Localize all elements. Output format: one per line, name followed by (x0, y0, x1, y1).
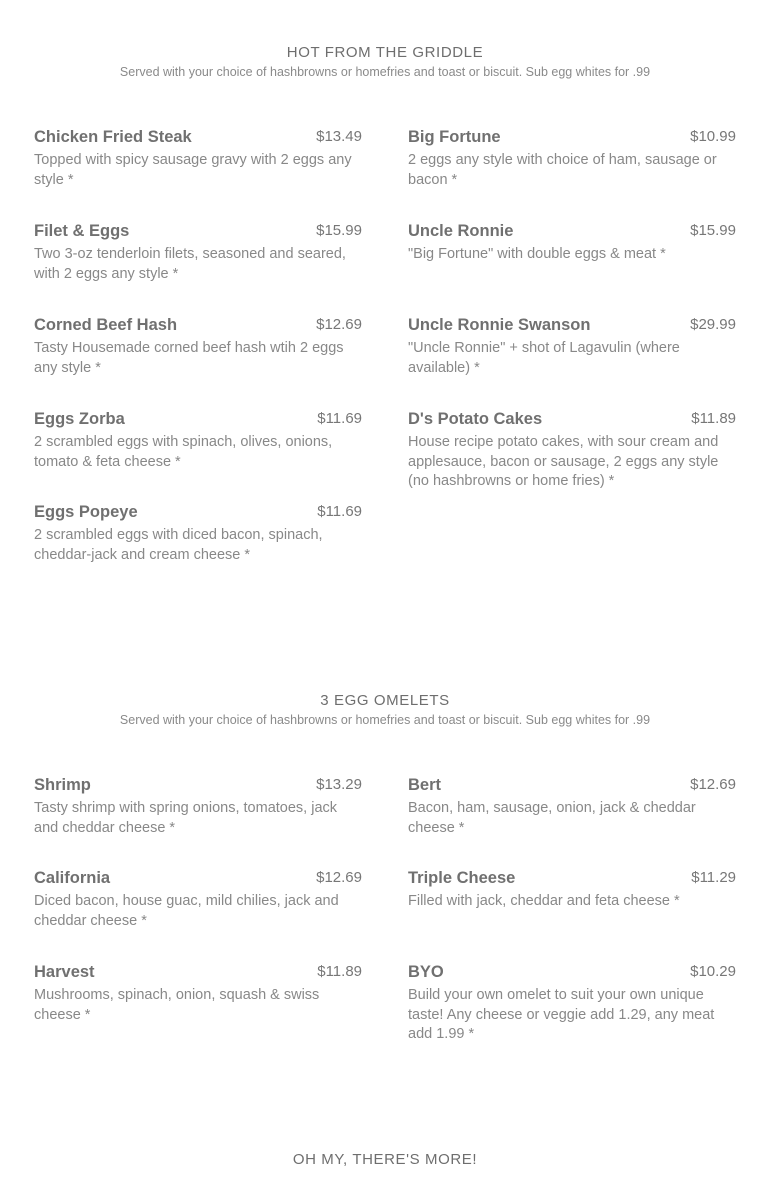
menu-column-left (34, 127, 362, 565)
item-name: Eggs Popeye (34, 503, 138, 521)
menu-grid-griddle (34, 127, 736, 565)
item-name: Big Fortune (408, 128, 501, 146)
menu-item (408, 127, 736, 221)
item-description: Two 3-oz tenderloin filets, seasoned and seared, with 2 eggs any style * (34, 246, 346, 282)
item-price: $13.29 (316, 776, 362, 793)
item-description: Topped with spicy sausage gravy with 2 eggs any style * (34, 152, 352, 188)
menu-item (408, 868, 736, 962)
item-price: $12.69 (316, 869, 362, 886)
item-description: Mushrooms, spinach, onion, squash & swiss cheese * (34, 987, 320, 1023)
item-name: Harvest (34, 963, 95, 981)
menu-item (34, 775, 362, 868)
menu-item (34, 962, 362, 1025)
item-description: 2 eggs any style with choice of ham, sausage or bacon * (408, 152, 717, 188)
item-price: $10.99 (690, 128, 736, 145)
section-omelets (0, 692, 770, 728)
section-title: 3 EGG OMELETS (320, 692, 450, 709)
item-price: $12.69 (690, 776, 736, 793)
menu-item (34, 315, 362, 409)
item-price: $13.49 (316, 128, 362, 145)
item-price: $15.99 (690, 222, 736, 239)
item-description: 2 scrambled eggs with diced bacon, spinach, cheddar-jack and cream cheese * (34, 527, 323, 563)
more-link[interactable]: OH MY, THERE'S MORE! (292, 1151, 478, 1168)
item-price: $29.99 (690, 316, 736, 333)
item-price: $12.69 (316, 316, 362, 333)
item-name: Corned Beef Hash (34, 316, 178, 334)
item-price: $11.89 (317, 963, 362, 980)
menu-item (34, 127, 362, 221)
item-description: "Big Fortune" with double eggs & meat * (408, 246, 666, 262)
menu-item (408, 409, 736, 492)
item-description: Bacon, ham, sausage, onion, jack & cheddar cheese * (408, 800, 696, 836)
section-subtitle: Served with your choice of hashbrowns or homefries and toast or biscuit. Sub egg whites for .99 (119, 713, 651, 727)
item-price: $11.89 (691, 410, 736, 427)
menu-item (408, 962, 736, 1045)
item-description: Tasty shrimp with spring onions, tomatoes, jack and cheddar cheese * (34, 800, 338, 836)
item-name: Shrimp (34, 776, 91, 794)
section-subtitle: Served with your choice of hashbrowns or homefries and toast or biscuit. Sub egg whites for .99 (119, 65, 651, 79)
section-title: HOT FROM THE GRIDDLE (286, 44, 484, 61)
item-name: Uncle Ronnie (408, 222, 514, 240)
menu-item (34, 221, 362, 315)
item-description: House recipe potato cakes, with sour cream and applesauce, bacon or sausage, 2 eggs any style (no hashbrowns or home fries) * (408, 434, 719, 490)
item-name: Filet & Eggs (34, 222, 130, 240)
section-griddle (0, 44, 770, 80)
item-name: Triple Cheese (408, 869, 516, 887)
menu-column-left (34, 775, 362, 1045)
menu-item (34, 868, 362, 962)
item-price: $11.29 (691, 869, 736, 886)
item-name: BYO (408, 963, 444, 981)
menu-column-right (408, 775, 736, 1045)
menu-item (408, 315, 736, 409)
item-name: Uncle Ronnie Swanson (408, 316, 591, 334)
item-price: $11.69 (317, 410, 362, 427)
item-name: Chicken Fried Steak (34, 128, 192, 146)
item-name: D's Potato Cakes (408, 410, 543, 428)
item-description: Build your own omelet to suit your own unique taste! Any cheese or veggie add 1.29, any meat add 1.99 * (408, 987, 715, 1043)
item-description: "Uncle Ronnie" + shot of Lagavulin (where available) * (408, 340, 680, 376)
menu-grid-omelets (34, 775, 736, 1045)
item-description: Tasty Housemade corned beef hash wtih 2 eggs any style * (34, 340, 344, 376)
item-name: Bert (408, 776, 442, 794)
menu-item (34, 502, 362, 565)
item-price: $15.99 (316, 222, 362, 239)
menu-item (408, 775, 736, 868)
item-description: Diced bacon, house guac, mild chilies, jack and cheddar cheese * (34, 893, 339, 929)
menu-item (34, 409, 362, 502)
item-description: Filled with jack, cheddar and feta cheese * (408, 893, 680, 909)
menu-item (408, 221, 736, 315)
item-price: $11.69 (317, 503, 362, 520)
item-name: California (34, 869, 111, 887)
menu-column-right (408, 127, 736, 565)
item-name: Eggs Zorba (34, 410, 125, 428)
item-price: $10.29 (690, 963, 736, 980)
item-description: 2 scrambled eggs with spinach, olives, onions, tomato & feta cheese * (34, 434, 333, 470)
